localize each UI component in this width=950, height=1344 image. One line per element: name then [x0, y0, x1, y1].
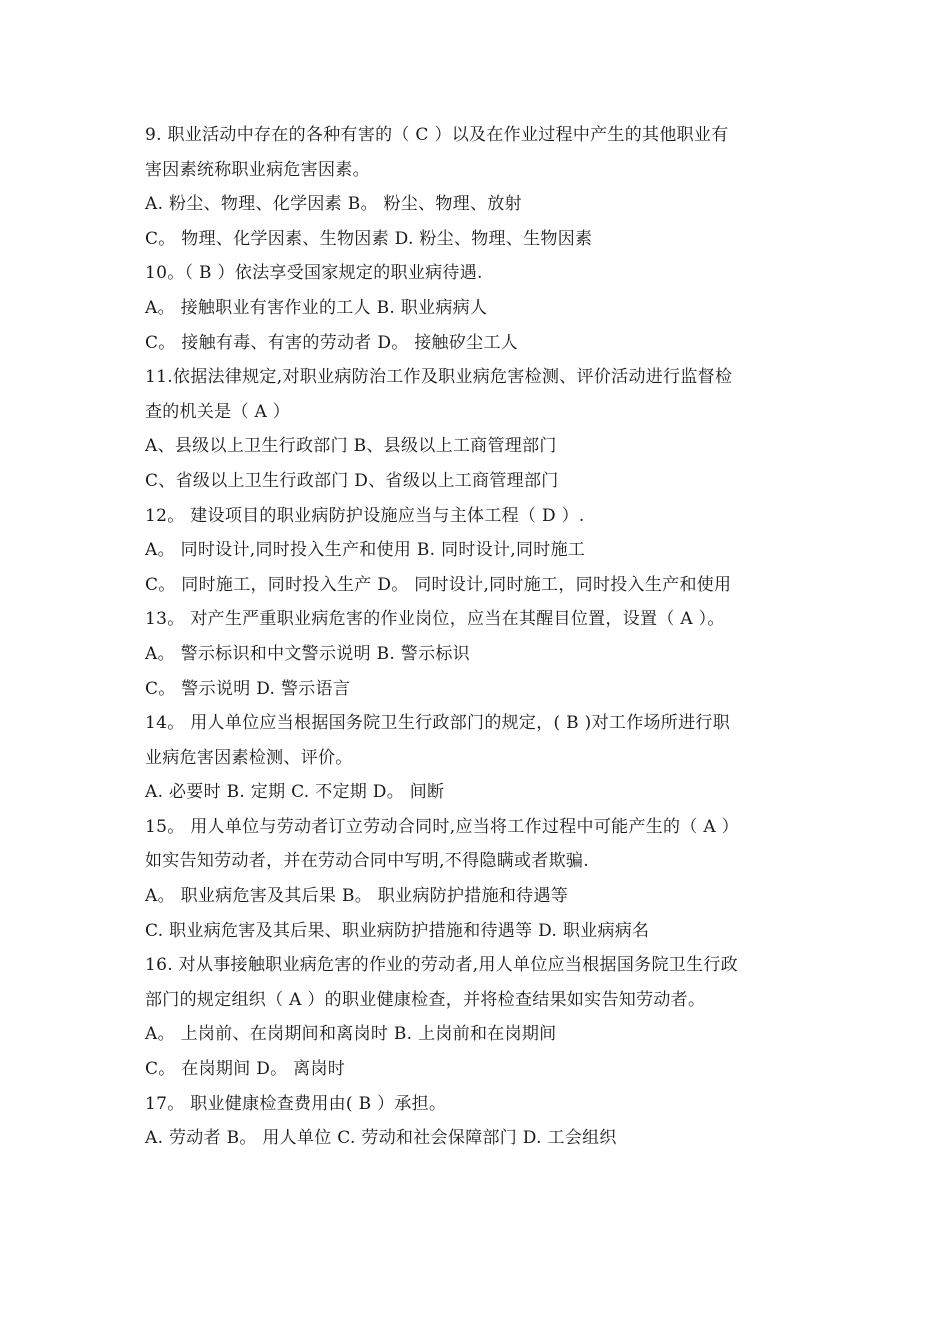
text-line: 业病危害因素检测、评价。	[145, 747, 353, 768]
text-line: 查的机关是（ A ）	[145, 401, 291, 422]
text-line: 9. 职业活动中存在的各种有害的（ C ）以及在作业过程中产生的其他职业有	[145, 125, 729, 145]
text-line: 15。 用人单位与劳动者订立劳动合同时,应当将工作过程中可能产生的（ A ）	[145, 816, 739, 837]
text-line: 害因素统称职业病危害因素。	[145, 159, 370, 180]
text-line: A。 职业病危害及其后果 B。 职业病防护措施和待遇等	[145, 886, 569, 907]
text-line: C。 同时施工，同时投入生产 D。 同时设计,同时施工，同时投入生产和使用	[145, 574, 732, 595]
text-line: 13。 对产生严重职业病危害的作业岗位，应当在其醒目位置，设置（ A ）。	[145, 609, 725, 630]
text-line: 11.依据法律规定,对职业病防治工作及职业病危害检测、评价活动进行监督检	[145, 367, 733, 388]
text-line: A。 警示标识和中文警示说明 B. 警示标识	[145, 643, 470, 664]
text-line: A. 粉尘、物理、化学因素 B。 粉尘、物理、放射	[145, 194, 522, 215]
text-line: A. 劳动者 B。 用人单位 C. 劳动和社会保障部门 D. 工会组织	[145, 1128, 617, 1149]
text-line: A。 上岗前、在岗期间和离岗时 B. 上岗前和在岗期间	[145, 1024, 557, 1045]
text-line: C。 物理、化学因素、生物因素 D. 粉尘、物理、生物因素	[145, 228, 593, 249]
text-line: C。 接触有毒、有害的劳动者 D。 接触矽尘工人	[145, 332, 519, 353]
text-line: A。 接触职业有害作业的工人 B. 职业病病人	[145, 297, 488, 318]
text-line: A、县级以上卫生行政部门 B、县级以上工商管理部门	[145, 436, 557, 457]
text-line: A. 必要时 B. 定期 C. 不定期 D。 间断	[145, 782, 445, 803]
question-list	[145, 118, 815, 1156]
text-line: 部门的规定组织（ A ）的职业健康检查，并将检查结果如实告知劳动者。	[145, 989, 706, 1010]
text-line: C。 在岗期间 D。 离岗时	[145, 1059, 346, 1080]
text-line: 14。 用人单位应当根据国务院卫生行政部门的规定，( B )对工作场所进行职	[145, 713, 730, 734]
text-line: 17。 职业健康检查费用由( B ）承担。	[145, 1093, 447, 1114]
text-line: 16. 对从事接触职业病危害的作业的劳动者,用人单位应当根据国务院卫生行政	[145, 955, 738, 976]
text-line: 12。 建设项目的职业病防护设施应当与主体工程（ D ）.	[145, 505, 585, 526]
text-line: C. 职业病危害及其后果、职业病防护措施和待遇等 D. 职业病病名	[145, 920, 650, 941]
text-line: C。 警示说明 D. 警示语言	[145, 678, 351, 699]
text-line: C、省级以上卫生行政部门 D、省级以上工商管理部门	[145, 470, 559, 491]
text-line: A。 同时设计,同时投入生产和使用 B. 同时设计,同时施工	[145, 540, 586, 561]
text-line: 10。（ B ）依法享受国家规定的职业病待遇.	[145, 263, 483, 284]
text-line: 如实告知劳动者，并在劳动合同中写明,不得隐瞒或者欺骗.	[145, 851, 589, 872]
